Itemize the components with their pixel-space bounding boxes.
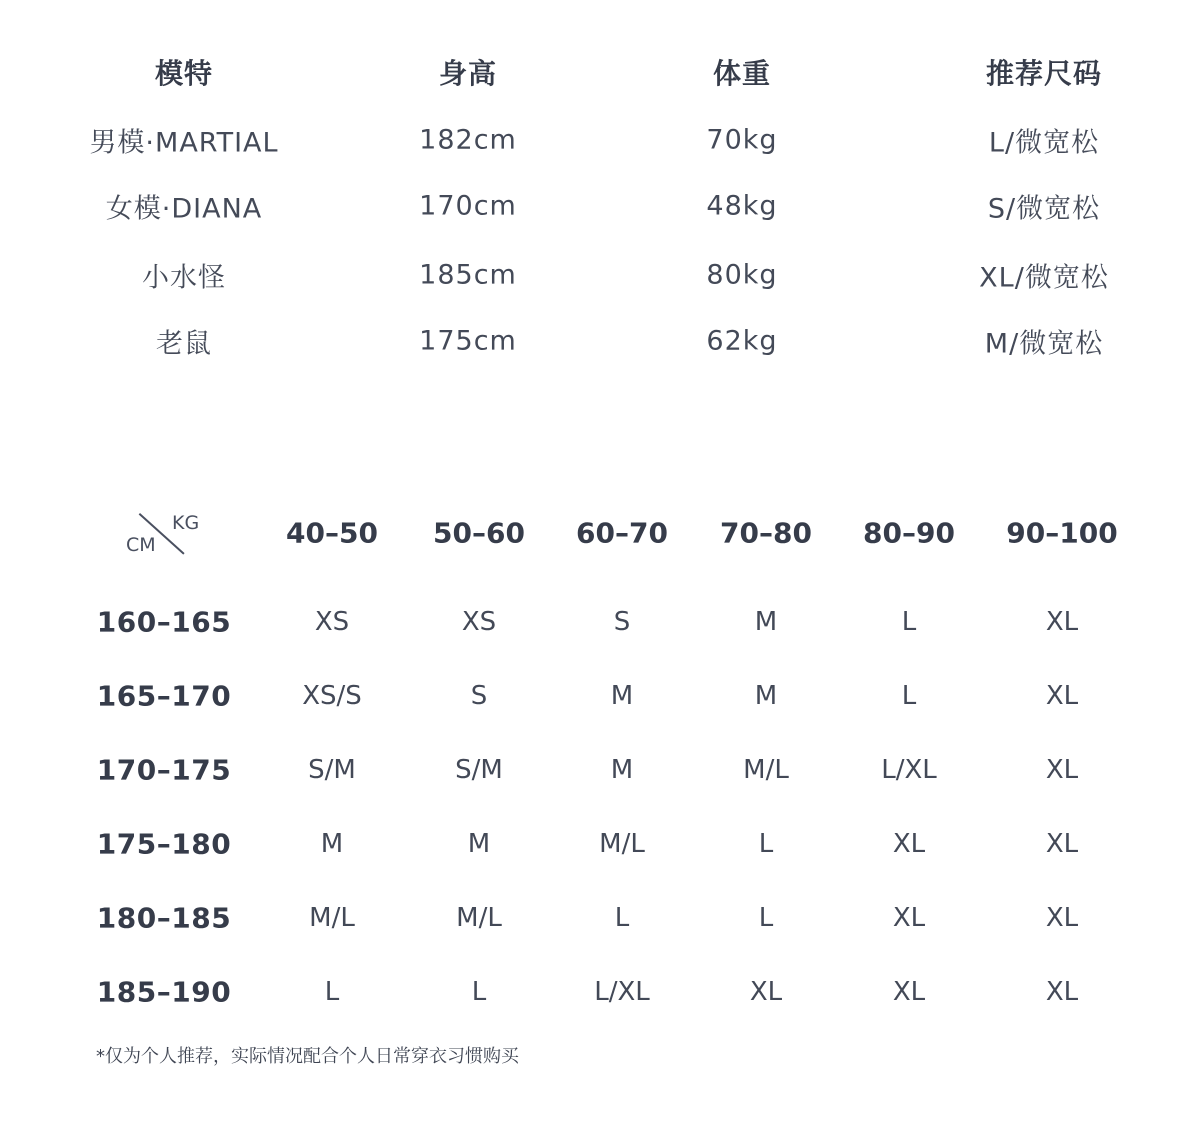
size-cell: XS <box>314 607 350 637</box>
height-range-header: 170–175 <box>96 753 232 787</box>
size-cell: XS/S <box>302 681 362 711</box>
model-height: 185cm <box>419 259 517 291</box>
model-weight: 48kg <box>706 190 778 222</box>
size-cell: M <box>467 829 491 859</box>
model-name: 男模·MARTIAL <box>89 127 279 159</box>
size-cell: L <box>901 607 917 637</box>
model-weight: 62kg <box>706 325 778 357</box>
model-height: 170cm <box>419 190 517 222</box>
size-cell: XL <box>1045 607 1079 637</box>
footnote: *仅为个人推荐，实际情况配合个人日常穿衣习惯购买 <box>96 1046 519 1067</box>
weight-range-header: 70–80 <box>720 516 812 550</box>
size-cell: XL <box>1045 681 1079 711</box>
size-cell: L <box>758 903 774 933</box>
model-table-header: 推荐尺码 <box>985 57 1103 90</box>
size-cell: S/M <box>308 755 356 785</box>
model-weight: 70kg <box>706 124 778 156</box>
size-cell: M/L <box>743 755 789 785</box>
size-cell: XL <box>1045 977 1079 1007</box>
size-cell: XL <box>892 903 926 933</box>
model-name: 老鼠 <box>156 328 212 360</box>
size-cell: XS <box>461 607 497 637</box>
model-size: XL/微宽松 <box>979 262 1109 294</box>
height-range-header: 180–185 <box>96 901 232 935</box>
size-cell: XL <box>1045 755 1079 785</box>
weight-range-header: 40–50 <box>286 516 378 550</box>
model-size: M/微宽松 <box>984 328 1104 360</box>
size-cell: S/M <box>455 755 503 785</box>
size-cell: M/L <box>456 903 502 933</box>
size-cell: S <box>470 681 488 711</box>
height-range-header: 185–190 <box>96 975 232 1009</box>
size-cell: XL <box>1045 829 1079 859</box>
model-table-header: 身高 <box>438 57 498 90</box>
corner-kg-label: KG <box>172 512 200 534</box>
size-cell: L/XL <box>594 977 650 1007</box>
size-cell: XL <box>1045 903 1079 933</box>
height-range-header: 175–180 <box>96 827 232 861</box>
size-cell: L <box>758 829 774 859</box>
weight-range-header: 90–100 <box>1006 516 1118 550</box>
size-cell: XL <box>892 829 926 859</box>
size-cell: M/L <box>309 903 355 933</box>
size-cell: XL <box>892 977 926 1007</box>
size-cell: M <box>610 681 634 711</box>
weight-range-header: 80–90 <box>863 516 955 550</box>
size-cell: L/XL <box>881 755 937 785</box>
size-cell: M <box>754 607 778 637</box>
weight-range-header: 50–60 <box>433 516 525 550</box>
model-height: 175cm <box>419 325 517 357</box>
model-weight: 80kg <box>706 259 778 291</box>
size-cell: M <box>610 755 634 785</box>
corner-cm-label: CM <box>126 534 156 556</box>
size-cell: S <box>613 607 631 637</box>
size-cell: M <box>754 681 778 711</box>
model-table-header: 模特 <box>154 57 214 90</box>
size-cell: XL <box>749 977 783 1007</box>
size-cell: L <box>614 903 630 933</box>
model-size: S/微宽松 <box>987 193 1101 225</box>
size-cell: M <box>320 829 344 859</box>
height-range-header: 160–165 <box>96 605 232 639</box>
size-cell: L <box>471 977 487 1007</box>
weight-range-header: 60–70 <box>576 516 668 550</box>
size-cell: M/L <box>599 829 645 859</box>
model-height: 182cm <box>419 124 517 156</box>
height-range-header: 165–170 <box>96 679 232 713</box>
size-cell: L <box>324 977 340 1007</box>
model-name: 女模·DIANA <box>105 193 263 225</box>
model-table-header: 体重 <box>712 57 772 90</box>
model-name: 小水怪 <box>142 262 226 294</box>
model-size: L/微宽松 <box>988 127 1100 159</box>
size-cell: L <box>901 681 917 711</box>
